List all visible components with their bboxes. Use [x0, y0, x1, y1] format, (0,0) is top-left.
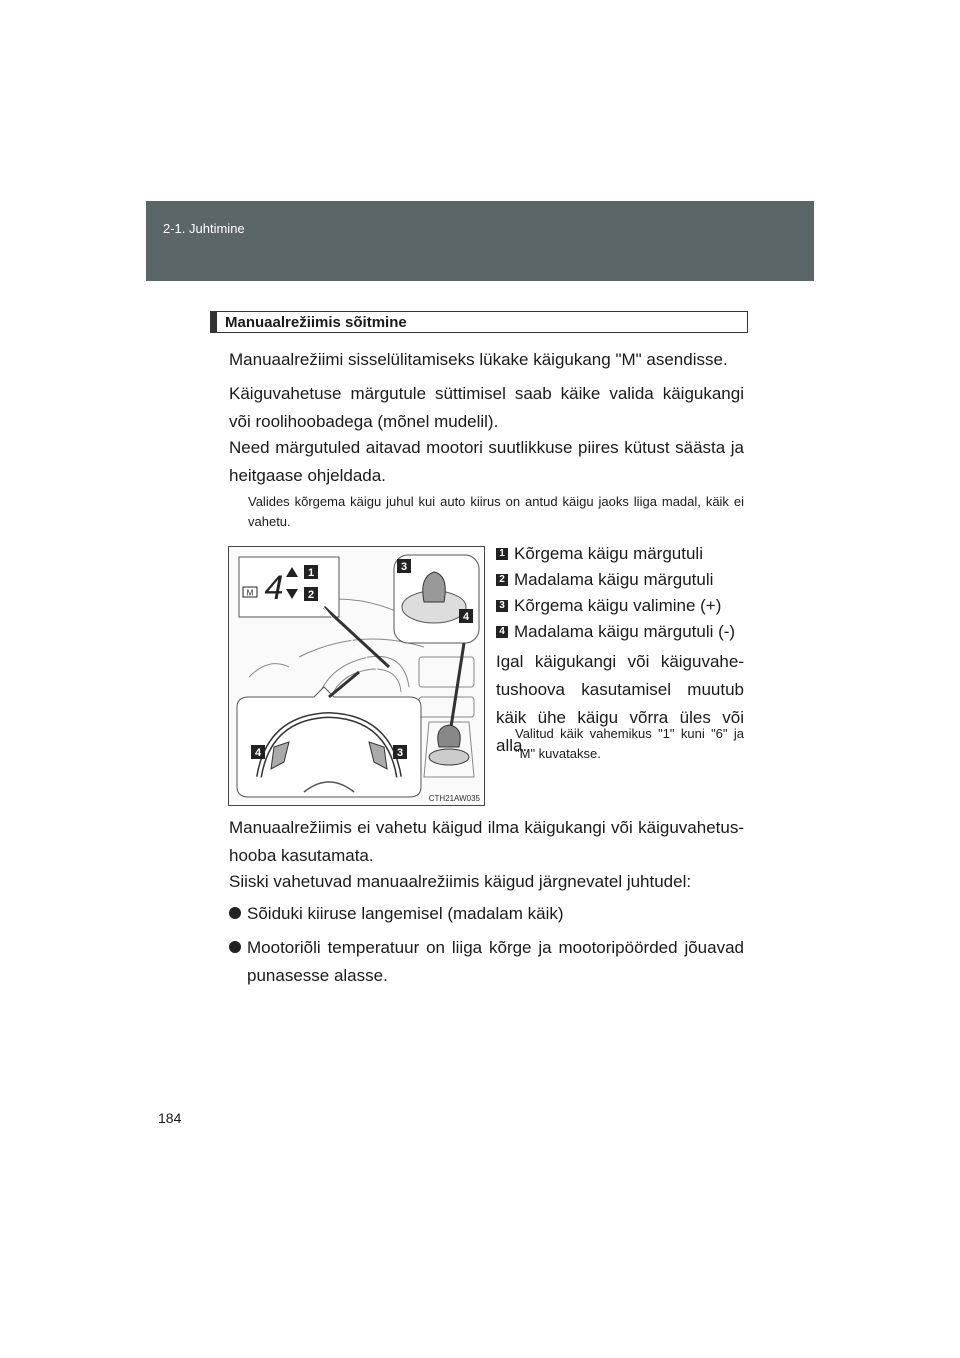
section-label: 2-1. Juhtimine [163, 221, 245, 236]
legend-number: 2 [496, 574, 508, 586]
bullet-item-1 [229, 900, 744, 928]
callout-3: 3 [400, 561, 408, 573]
legend-number: 3 [496, 600, 508, 612]
header-band [146, 201, 814, 281]
legend-item-1 [496, 542, 703, 566]
legend-number: 1 [496, 548, 508, 560]
legend-item-4 [496, 620, 735, 644]
paddle-inset [237, 687, 421, 797]
bullet-text: Mootoriõli temperatuur on liiga kõrge ja mootoripöörded jõuavad punasesse alasse. [247, 938, 744, 985]
legend-item-3 [496, 594, 721, 618]
legend-label: Madalama käigu märgutuli [514, 570, 714, 589]
side-note: Valitud käik vahemikus "1" kuni "6" ja "M" kuvatakse. [515, 726, 744, 761]
gear-shift-illustration [228, 546, 485, 806]
illustration-drawing [229, 547, 486, 807]
note-1: Valides kõrgema käigu juhul kui auto kiirus on antud käigu jaoks liiga madal, käik ei vahetu. [248, 494, 744, 529]
legend-label: Kõrgema käigu valimine (+) [514, 596, 722, 615]
paragraph-5: Siiski vahetuvad manuaalrežiimis käigud järgnevatel juhtudel: [229, 872, 692, 891]
callout-1: 1 [307, 567, 315, 579]
bullet-item-2 [229, 934, 744, 990]
display-gear-digit: 4 [264, 569, 284, 607]
callout-2: 2 [307, 589, 315, 601]
legend-number: 4 [496, 626, 508, 638]
bullet-text: Sõiduki kiiruse langemisel (madalam käik) [247, 904, 564, 923]
bullet-dot-icon [229, 941, 241, 953]
shifter-inset [394, 555, 479, 643]
paragraph-3: Need märgutuled aitavad mootori suutlikkuse piires kütust säästa ja heitgaase ohjeldada. [229, 438, 744, 485]
callout-4: 4 [462, 611, 470, 623]
heading-bar [211, 312, 217, 332]
heading-text: Manuaalrežiimis sõitmine [225, 314, 407, 331]
display-mode-mark: M [246, 588, 254, 598]
legend-item-2 [496, 568, 713, 592]
paragraph-2: Käiguvahetuse märgutule süttimisel saab käike valida käigukangi või roolihoobadega (mõnel mudelil). [229, 384, 744, 431]
callout-4-paddle: 4 [254, 747, 262, 759]
callout-3-paddle: 3 [396, 747, 404, 759]
paragraph-1: Manuaalrežiimi sisselülitamiseks lükake käigukang "M" asendisse. [229, 350, 728, 369]
side-paragraph: Igal käigukangi või käiguvahe-tushoova kasutamisel muutub käik ühe käigu võrra üles või alla. [496, 652, 744, 755]
legend-label: Madalama käigu märgutuli (-) [514, 622, 736, 641]
figure-code: CTH21AW035 [428, 794, 480, 803]
section-heading [210, 311, 748, 333]
page-number: 184 [158, 1110, 182, 1126]
legend-label: Kõrgema käigu märgutuli [514, 544, 703, 563]
paragraph-4: Manuaalrežiimis ei vahetu käigud ilma käigukangi või käiguvahetus-hooba kasutamata. [229, 818, 744, 865]
bullet-dot-icon [229, 907, 241, 919]
